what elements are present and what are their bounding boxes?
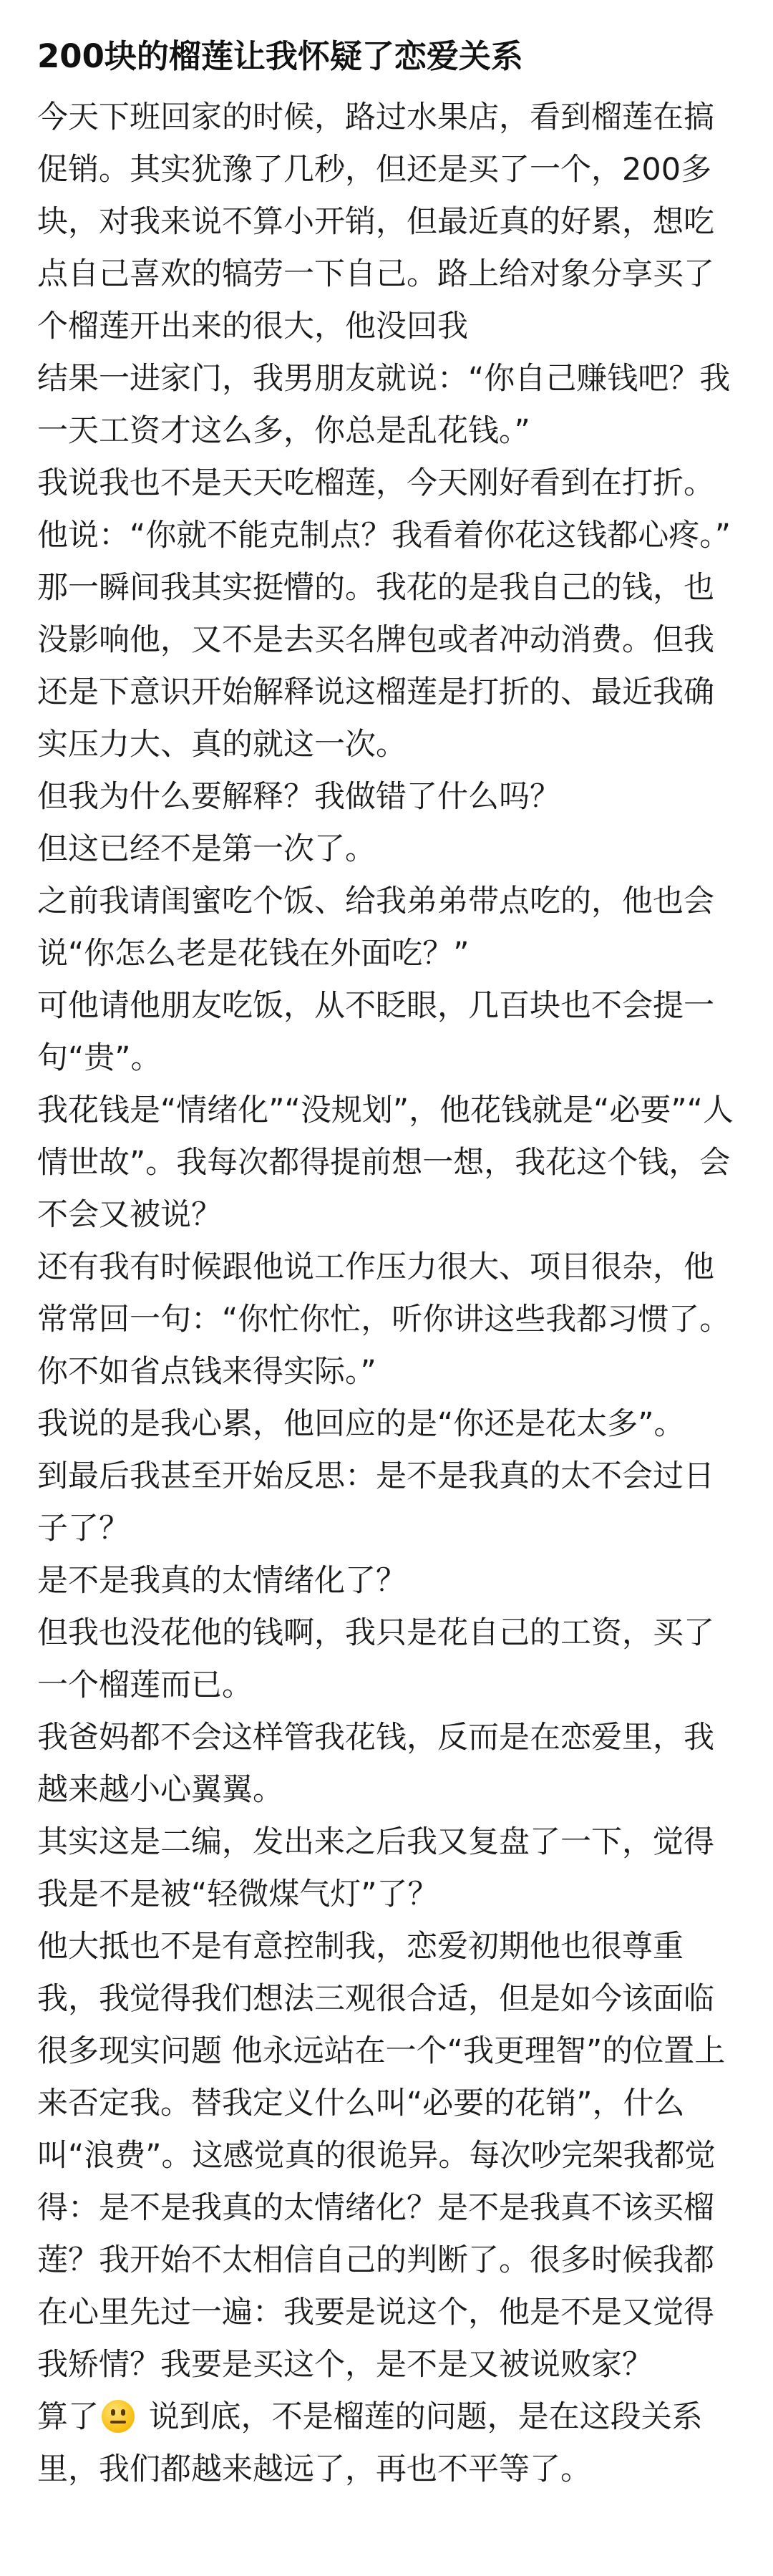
paragraph: 我说的是我心累，他回应的是“你还是花太多”。 <box>37 1406 685 1442</box>
paragraph: 可他请他朋友吃饭，从不眨眼，几百块也不会提一句“贵”。 <box>37 988 714 1076</box>
post-body <box>37 92 736 2496</box>
paragraph: 还有我有时候跟他说工作压力很大、项目很杂，他常常回一句：“你忙你忙，听你讲这些我都习惯了。你不如省点钱来得实际。” <box>37 1249 731 1390</box>
last-paragraph-start: 算了 <box>37 2399 99 2435</box>
paragraph: 我说我也不是天天吃榴莲，今天刚好看到在打折。 <box>37 465 714 501</box>
paragraph: 是不是我真的太情绪化了？ <box>37 1563 407 1599</box>
paragraph: 我花钱是“情绪化”“没规划”，他花钱就是“必要”“人情世故”。我每次都得提前想一想，我花这个钱，会不会又被说？ <box>37 1093 734 1233</box>
paragraph: 结果一进家门，我男朋友就说：“你自己赚钱吧？我一天工资才这么多，你总是乱花钱。” <box>37 361 731 449</box>
neutral-face-icon <box>102 2400 135 2433</box>
paragraph: 我爸妈都不会这样管我花钱，反而是在恋爱里，我越来越小心翼翼。 <box>37 1720 714 1808</box>
paragraph: 他大抵也不是有意控制我，恋爱初期他也很尊重我，我觉得我们想法三观很合适，但是如今该面临很多现实问题 他永远站在一个“我更理智”的位置上来否定我。替我定义什么叫“必要的花销”，什么叫“浪费”。这感觉真的很诡异。每次吵完架我都觉得：是不是我真的太情绪化？是不是我真不该买榴莲？我开始不太相信自己的判断了。很多时候我都在心里先过一遍：我要是说这个，他是不是又觉得我矫情？我要是买这个，是不是又被说败家？ <box>37 1929 726 2383</box>
last-paragraph <box>37 2391 736 2496</box>
paragraph: 但我为什么要解释？我做错了什么吗？ <box>37 779 560 815</box>
paragraph: 但我也没花他的钱啊，我只是花自己的工资，买了一个榴莲而已。 <box>37 1615 714 1703</box>
last-paragraph-end: 说到底，不是榴莲的问题，是在这段关系里，我们都越来越远了，再也不平等了。 <box>37 2399 703 2487</box>
paragraph: 那一瞬间我其实挺懵的。我花的是我自己的钱，也没影响他，又不是去买名牌包或者冲动消费。但我还是下意识开始解释说这榴莲是打折的、最近我确实压力大、真的就这一次。 <box>37 570 714 762</box>
paragraph: 但这已经不是第一次了。 <box>37 831 376 867</box>
paragraph: 他说：“你就不能克制点？我看着你花这钱都心疼。” <box>37 518 731 553</box>
paragraph: 其实这是二编，发出来之后我又复盘了一下，觉得我是不是被“轻微煤气灯”了？ <box>37 1824 714 1912</box>
paragraph: 今天下班回家的时候，路过水果店，看到榴莲在搞促销。其实犹豫了几秒，但还是买了一个，200多块，对我来说不算小开销，但最近真的好累，想吃点自己喜欢的犒劳一下自己。路上给对象分享买了个榴莲开出来的很大，他没回我 <box>37 100 714 344</box>
paragraph: 之前我请闺蜜吃个饭、给我弟弟带点吃的，他也会说“你怎么老是花钱在外面吃？” <box>37 883 714 972</box>
paragraph: 到最后我甚至开始反思：是不是我真的太不会过日子了？ <box>37 1458 714 1546</box>
post-title: 200块的榴莲让我怀疑了恋爱关系 <box>37 37 523 75</box>
